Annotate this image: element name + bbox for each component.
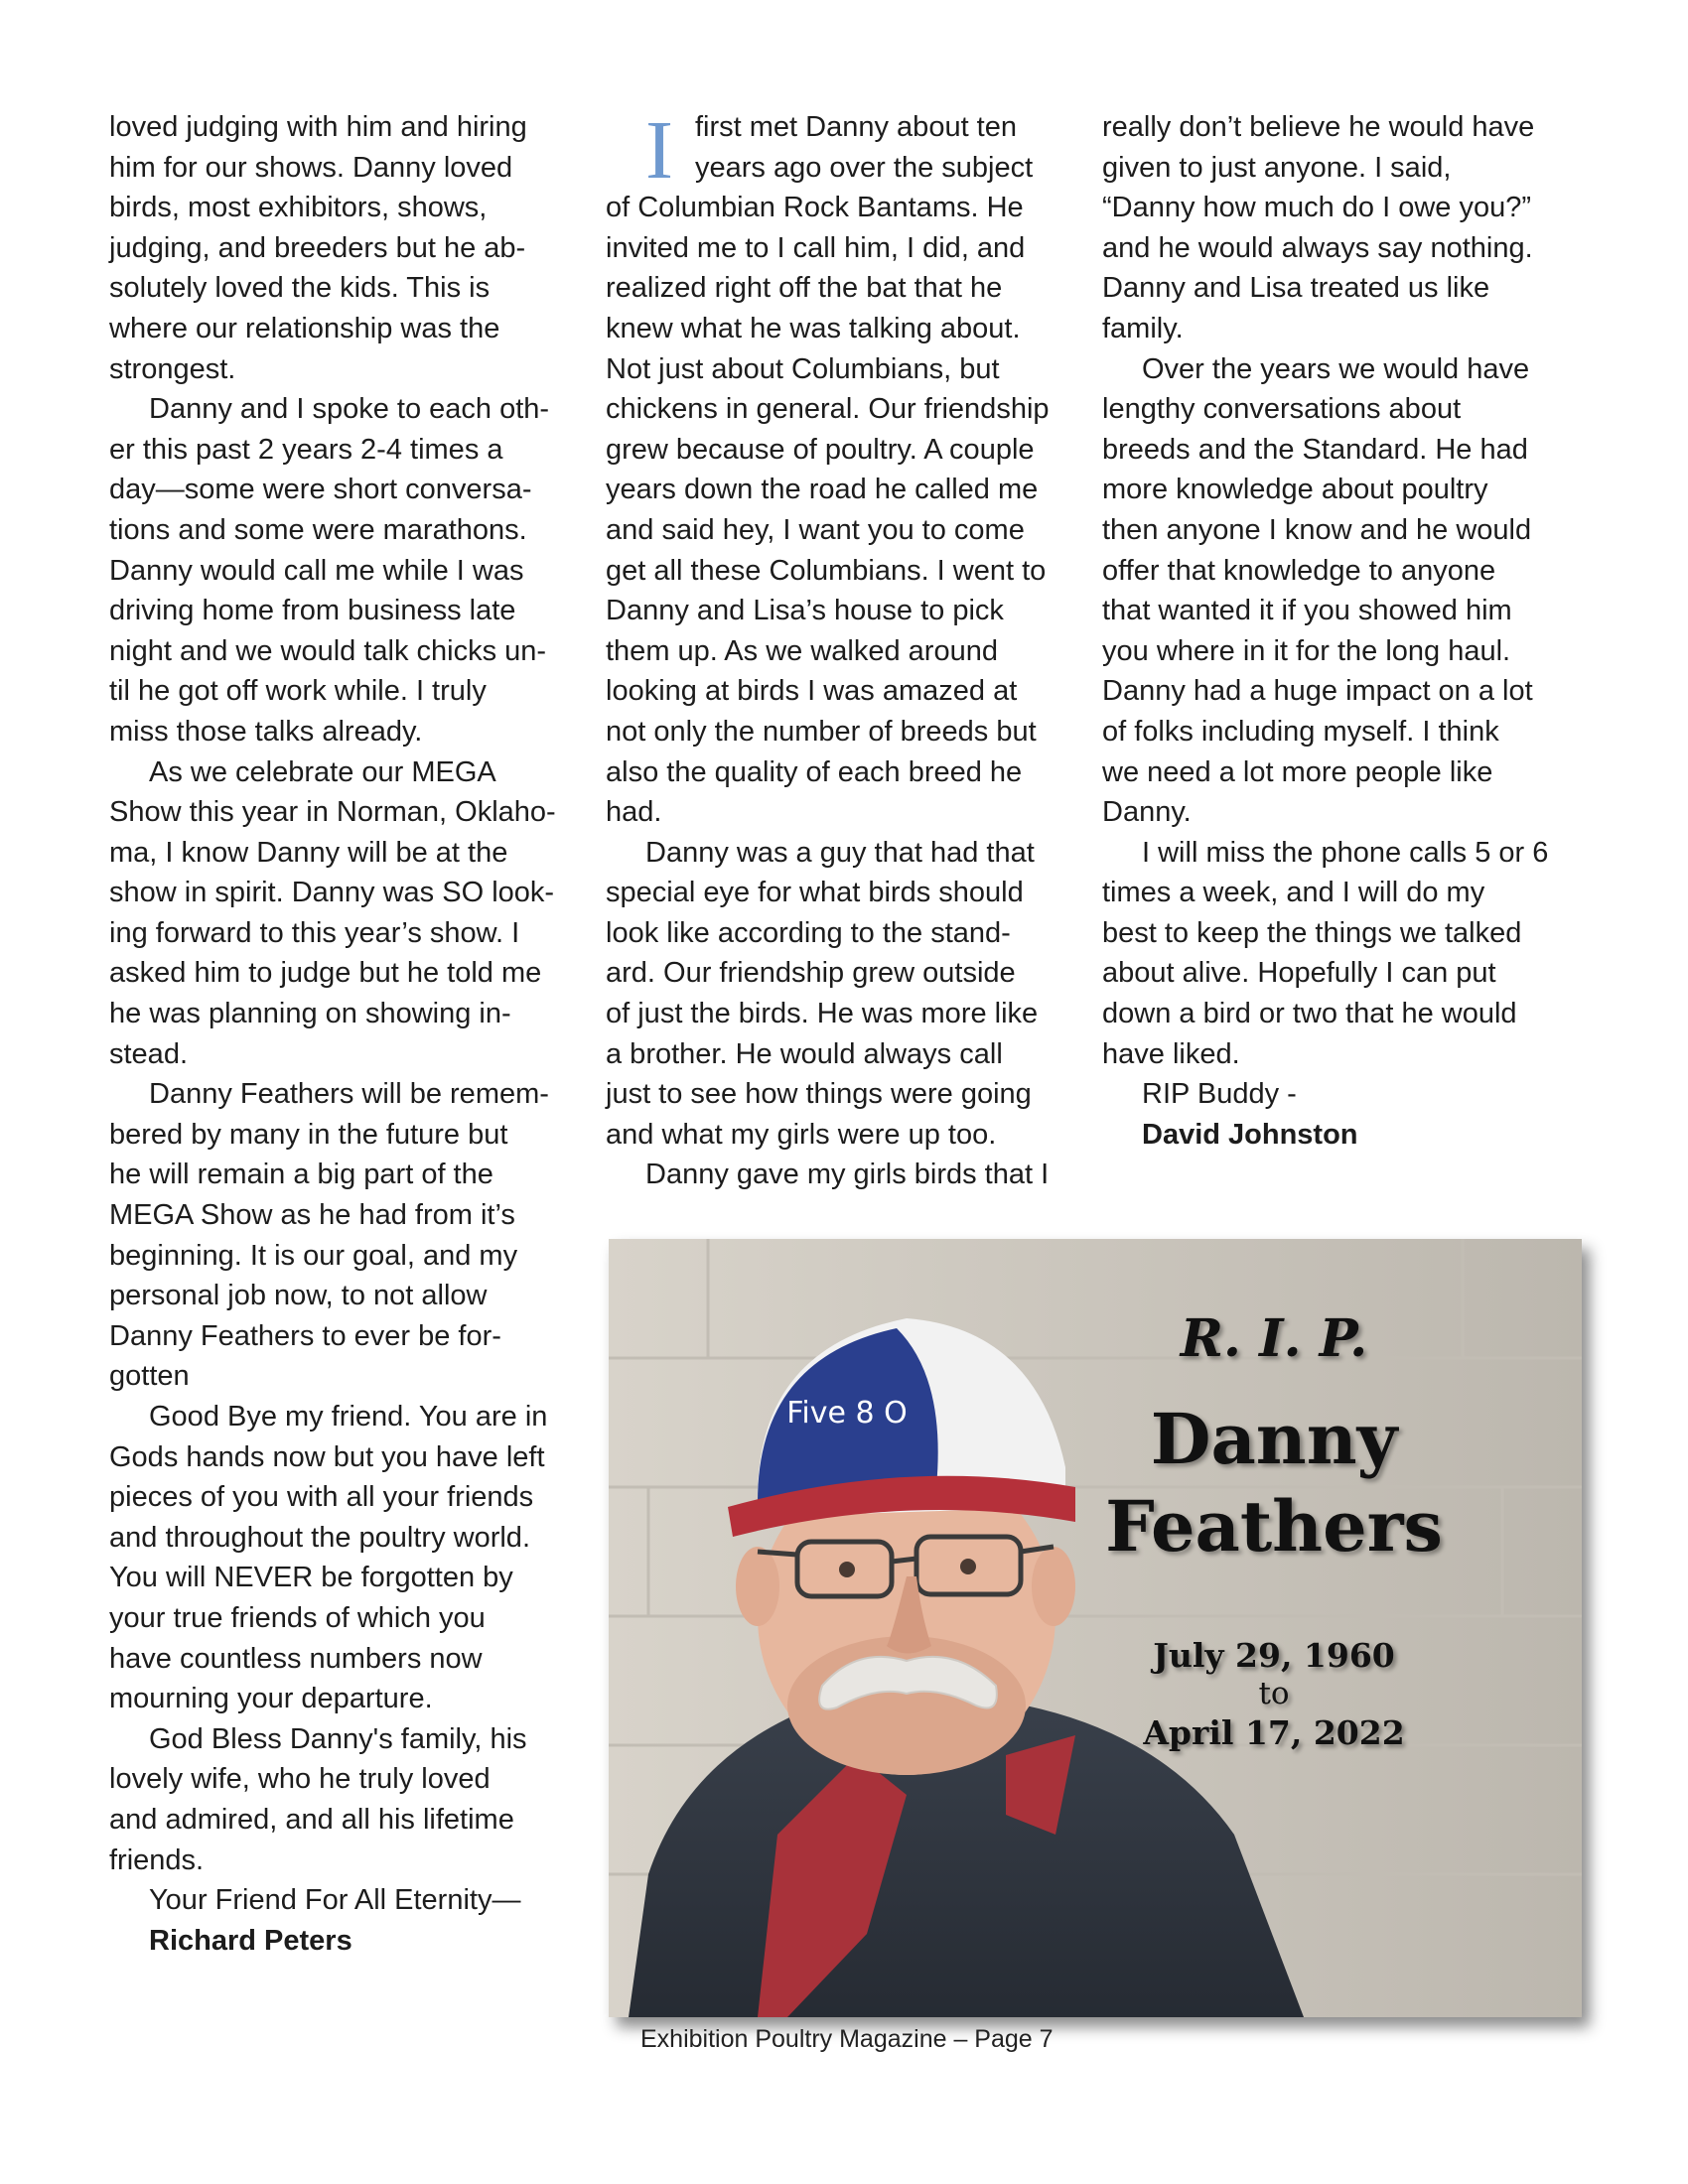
text-line: ing forward to this year’s show. I [109,916,520,949]
text-line: Your Friend For All Eternity— [149,1884,521,1917]
text-line: mourning your departure. [109,1683,433,1715]
text-line: breeds and the Standard. He had [1102,433,1528,466]
text-line: er this past 2 years 2-4 times a [109,433,503,466]
text-line: and he would always say nothing. [1102,231,1533,264]
text-line: years ago over the subject [695,151,1034,184]
text-line: not only the number of breeds but [606,715,1037,748]
text-line: Good Bye my friend. You are in [149,1401,548,1433]
text-line: he will remain a big part of the [109,1159,493,1191]
text-line: lengthy conversations about [1102,393,1462,426]
text-line: Not just about Columbians, but [606,352,1000,385]
text-line: RIP Buddy - [1142,1078,1297,1111]
text-line: Danny gave my girls birds that I [645,1159,1050,1191]
text-line: Danny would call me while I was [109,554,524,587]
text-line: MEGA Show as he had from it’s [109,1199,515,1232]
author-signature: Richard Peters [149,1924,352,1957]
text-line: them up. As we walked around [606,634,998,667]
text-line: have liked. [1102,1037,1240,1070]
text-line: family. [1102,312,1184,344]
text-line: ma, I know Danny will be at the [109,836,508,869]
text-line: show in spirit. Danny was SO look- [109,877,555,909]
text-line: of Columbian Rock Bantams. He [606,192,1024,224]
rip-heading: R. I. P. [1180,1308,1368,1369]
text-line: asked him to judge but he told me [109,957,542,990]
text-line: realized right off the bat that he [606,272,1003,305]
text-line: and throughout the poultry world. [109,1521,530,1554]
text-line: about alive. Hopefully I can put [1102,957,1496,990]
text-line: Over the years we would have [1142,352,1530,385]
text-line: ard. Our friendship grew outside [606,957,1016,990]
text-line: a brother. He would always call [606,1037,1003,1070]
text-line: also the quality of each breed he [606,755,1023,788]
first-name: Danny [1150,1398,1398,1480]
text-line: first met Danny about ten [695,111,1017,143]
text-line: offer that knowledge to anyone [1102,554,1496,587]
text-line: of folks including myself. I think [1102,715,1499,748]
text-line: invited me to I call him, I did, and [606,231,1026,264]
text-line: pieces of you with all your friends [109,1481,534,1514]
text-line: driving home from business late [109,595,516,627]
text-line: given to just anyone. I said, [1102,151,1452,184]
drop-cap: I [645,104,673,197]
text-line: Danny Feathers to ever be for- [109,1319,501,1352]
text-line: tions and some were marathons. [109,513,527,546]
text-line: bered by many in the future but [109,1118,508,1151]
last-name: Feathers [1105,1485,1443,1568]
text-line: grew because of poultry. A couple [606,433,1035,466]
text-line: friends. [109,1843,205,1876]
page-footer: Exhibition Poultry Magazine – Page 7 [640,2025,1054,2053]
text-line: Danny was a guy that had that [645,836,1035,869]
text-line: special eye for what birds should [606,877,1024,909]
text-line: birds, most exhibitors, shows, [109,192,488,224]
text-line: he was planning on showing in- [109,998,511,1030]
text-line: judging, and breeders but he ab- [109,231,526,264]
text-line: Danny and I spoke to each oth- [149,393,550,426]
text-line: Danny. [1102,796,1192,829]
text-line: Danny had a huge impact on a lot [1102,675,1533,708]
text-line: God Bless Danny's family, his [149,1722,527,1755]
text-line: As we celebrate our MEGA [149,755,496,788]
text-line: loved judging with him and hiring [109,111,527,143]
text-line: chickens in general. Our friendship [606,393,1050,426]
text-line: times a week, and I will do my [1102,877,1485,909]
text-line: “Danny how much do I owe you?” [1102,192,1531,224]
text-line: then anyone I know and he would [1102,513,1532,546]
article-column-3 [1102,107,1589,1155]
text-line: Show this year in Norman, Oklaho- [109,796,556,829]
text-line: more knowledge about poultry [1102,474,1488,506]
text-line: get all these Columbians. I went to [606,554,1047,587]
text-line: years down the road he called me [606,474,1039,506]
text-line: and what my girls were up too. [606,1118,997,1151]
text-line: I will miss the phone calls 5 or 6 [1142,836,1549,869]
text-line: strongest. [109,352,236,385]
text-line: gotten [109,1360,190,1393]
text-line: just to see how things were going [606,1078,1032,1111]
birth-date: July 29, 1960 [1153,1636,1395,1675]
text-line: that wanted it if you showed him [1102,595,1512,627]
text-line: day—some were short conversa- [109,474,532,506]
text-line: look like according to the stand- [606,916,1011,949]
text-line: beginning. It is our goal, and my [109,1239,518,1272]
text-line: you where in it for the long haul. [1102,634,1511,667]
article-column-2 [606,104,1082,1195]
text-line: til he got off work while. I truly [109,675,487,708]
text-line: Danny and Lisa’s house to pick [606,595,1004,627]
text-line: solutely loved the kids. This is [109,272,491,305]
text-line: personal job now, to not allow [109,1280,488,1312]
text-line: stead. [109,1037,188,1070]
text-line: your true friends of which you [109,1601,486,1634]
text-line: Danny and Lisa treated us like [1102,272,1490,305]
date-separator: to [1258,1676,1290,1711]
text-line: where our relationship was the [109,312,500,344]
text-line: of just the birds. He was more like [606,998,1039,1030]
text-line: him for our shows. Danny loved [109,151,513,184]
text-line: looking at birds I was amazed at [606,675,1018,708]
text-line: have countless numbers now [109,1642,483,1675]
text-line: Danny Feathers will be remem- [149,1078,549,1111]
cap-logo: Five 8 O [786,1396,908,1431]
text-line: lovely wife, who he truly loved [109,1763,491,1796]
text-line: night and we would talk chicks un- [109,634,547,667]
author-signature: David Johnston [1142,1118,1358,1151]
death-date: April 17, 2022 [1143,1713,1405,1752]
text-line: and said hey, I want you to come [606,513,1025,546]
text-line: really don’t believe he would have [1102,111,1535,143]
text-line: miss those talks already. [109,715,423,748]
text-line: best to keep the things we talked [1102,916,1522,949]
text-line: knew what he was talking about. [606,312,1021,344]
text-line: and admired, and all his lifetime [109,1803,514,1836]
text-line: You will NEVER be forgotten by [109,1562,513,1594]
text-line: had. [606,796,662,829]
text-line: we need a lot more people like [1102,755,1493,788]
text-line: down a bird or two that he would [1102,998,1517,1030]
text-line: Gods hands now but you have left [109,1440,545,1473]
memorial-photo [609,1239,1582,2017]
article-column-1 [109,107,586,1961]
